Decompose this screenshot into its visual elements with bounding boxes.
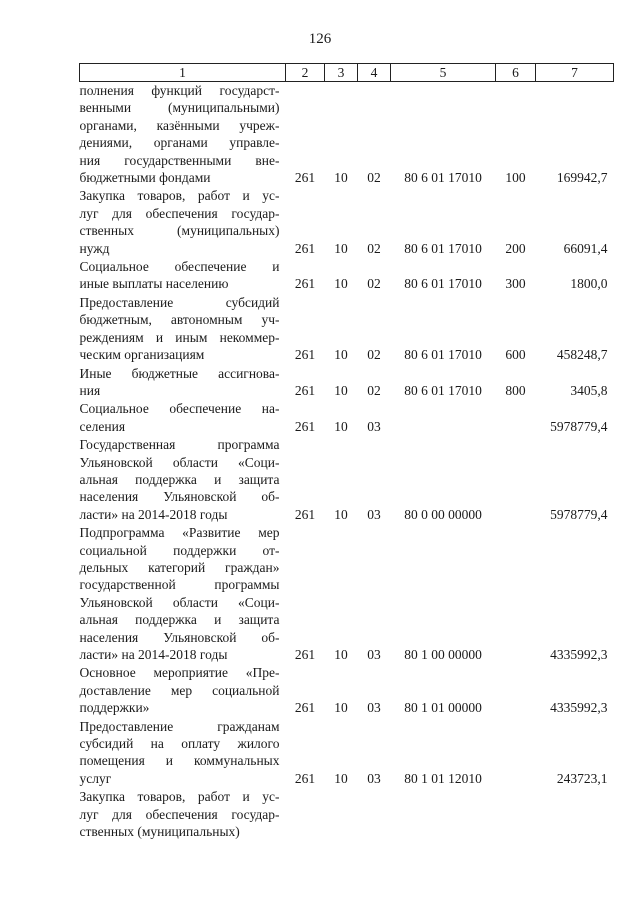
amount: 243723,1 xyxy=(556,770,608,786)
table-row xyxy=(80,258,614,294)
subsection-code: 02 xyxy=(367,382,381,398)
row-name-line: доставление мер социальной xyxy=(79,682,280,698)
row-name-line: ласти» на 2014-2018 годы xyxy=(79,506,228,522)
table-row xyxy=(80,788,614,841)
ministry-code: 261 xyxy=(294,506,316,522)
amount: 3405,8 xyxy=(570,382,608,398)
row-name-line: государственной программы xyxy=(79,577,280,593)
expense-type-code: 600 xyxy=(505,347,526,363)
row-name-line: Закупка товаров, работ и ус- xyxy=(79,188,280,204)
column-header-4: 4 xyxy=(358,64,391,82)
ministry-code: 261 xyxy=(294,240,316,256)
row-name-line: субсидий на оплату жилого xyxy=(79,736,280,752)
row-name xyxy=(80,436,286,524)
table-row xyxy=(80,524,614,664)
amount: 5978779,4 xyxy=(550,418,608,434)
target-article-code: 80 1 01 00000 xyxy=(404,700,482,716)
budget-table xyxy=(79,63,614,841)
row-name-line: ственных (муниципальных) xyxy=(79,223,280,239)
row-name xyxy=(80,82,286,188)
row-name-line: поддержки» xyxy=(79,700,150,716)
amount: 5978779,4 xyxy=(550,506,608,522)
subsection-code: 02 xyxy=(367,276,381,292)
target-article-code: 80 6 01 17010 xyxy=(404,347,482,363)
page-number: 126 xyxy=(308,31,332,47)
expense-type-code: 100 xyxy=(505,170,526,186)
row-name-line: луг для обеспечения государ- xyxy=(79,205,280,221)
row-name-line: органами, казёнными учреж- xyxy=(79,117,280,133)
row-name-line: селения xyxy=(79,418,126,434)
amount: 1800,0 xyxy=(570,276,608,292)
row-name-line: населения Ульяновской об- xyxy=(79,489,280,505)
expense-type-code xyxy=(496,524,536,664)
row-name-line: ласти» на 2014-2018 годы xyxy=(79,647,228,662)
expense-type-code: 800 xyxy=(505,382,526,398)
row-name-line: Предоставление субсидий xyxy=(79,294,280,310)
row-name-line: реждениям и иным некоммер- xyxy=(79,329,280,345)
amount: 458248,7 xyxy=(556,347,608,363)
amount: 4335992,3 xyxy=(550,647,608,662)
table-row xyxy=(80,82,614,188)
row-name xyxy=(80,718,286,789)
ministry-code: 261 xyxy=(294,647,316,662)
subsection-code: 02 xyxy=(367,240,381,256)
section-code: 10 xyxy=(334,418,348,434)
target-article-code: 80 6 01 17010 xyxy=(404,240,482,256)
ministry-code: 261 xyxy=(294,418,316,434)
expense-type-code xyxy=(496,788,536,841)
table-row xyxy=(80,718,614,789)
expense-type-code: 300 xyxy=(505,276,526,292)
subsection-code: 03 xyxy=(367,700,381,716)
row-name-line: луг для обеспечения государ- xyxy=(79,806,280,822)
target-article-code: 80 0 00 00000 xyxy=(404,506,482,522)
row-name-line: иные выплаты населению xyxy=(79,276,229,292)
table-header-row xyxy=(80,64,614,82)
column-header-3: 3 xyxy=(325,64,358,82)
target-article-code: 80 6 01 17010 xyxy=(404,170,482,186)
ministry-code: 261 xyxy=(294,700,316,716)
table-row xyxy=(80,187,614,258)
section-code: 10 xyxy=(334,276,348,292)
row-name-line: услуг xyxy=(79,770,112,786)
target-article-code xyxy=(391,788,496,841)
row-name xyxy=(80,187,286,258)
section-code: 10 xyxy=(334,700,348,716)
row-name-line: дельных категорий граждан» xyxy=(79,559,280,575)
row-name-line: Государственная программа xyxy=(79,437,280,453)
target-article-code: 80 6 01 17010 xyxy=(404,276,482,292)
column-header-5: 5 xyxy=(391,64,496,82)
expense-type-code xyxy=(496,718,536,789)
row-name-line: венными (муниципальными) xyxy=(79,100,280,116)
row-name-line: Подпрограмма «Развитие мер xyxy=(79,525,280,541)
expense-type-code xyxy=(496,400,536,436)
subsection-code: 03 xyxy=(367,770,381,786)
section-code: 10 xyxy=(334,506,348,522)
row-name xyxy=(80,400,286,436)
ministry-code: 261 xyxy=(294,276,316,292)
row-name-line: Иные бюджетные ассигнова- xyxy=(79,365,280,381)
row-name-line: дениями, органами управле- xyxy=(79,135,280,151)
row-name-line: Ульяновской области «Соци- xyxy=(79,454,280,470)
column-header-2: 2 xyxy=(286,64,325,82)
row-name xyxy=(80,524,286,664)
row-name-line: ственных (муниципальных) xyxy=(79,824,240,840)
row-name-line: альная поддержка и защита xyxy=(79,612,280,628)
row-name-line: помещения и коммунальных xyxy=(79,753,280,769)
subsection-code xyxy=(358,788,391,841)
ministry-code: 261 xyxy=(294,347,316,363)
row-name xyxy=(80,258,286,294)
section-code: 10 xyxy=(334,347,348,363)
row-name-line: альная поддержка и защита xyxy=(79,471,280,487)
row-name-line: Социальное обеспечение и xyxy=(79,259,280,275)
target-article-code: 80 1 00 00000 xyxy=(404,647,482,662)
table-row xyxy=(80,365,614,401)
row-name-line: ния xyxy=(79,382,101,398)
table-row xyxy=(80,664,614,717)
subsection-code: 03 xyxy=(367,506,381,522)
row-name-line: Социальное обеспечение на- xyxy=(79,401,280,417)
amount: 169942,7 xyxy=(556,170,608,186)
table-row xyxy=(80,436,614,524)
table-row xyxy=(80,400,614,436)
subsection-code: 03 xyxy=(367,418,381,434)
section-code xyxy=(325,788,358,841)
row-name-line: бюджетными фондами xyxy=(79,170,211,186)
subsection-code: 03 xyxy=(367,647,381,662)
table-body xyxy=(80,82,614,842)
ministry-code: 261 xyxy=(294,382,316,398)
row-name xyxy=(80,664,286,717)
row-name xyxy=(80,788,286,841)
ministry-code: 261 xyxy=(294,170,316,186)
expense-type-code: 200 xyxy=(505,240,526,256)
column-header-1: 1 xyxy=(80,64,286,82)
row-name-line: нужд xyxy=(79,240,110,256)
row-name-line: ния государственными вне- xyxy=(79,152,280,168)
row-name-line: Предоставление гражданам xyxy=(79,718,280,734)
row-name-line: бюджетным, автономным уч- xyxy=(79,312,280,328)
target-article-code xyxy=(391,400,496,436)
target-article-code: 80 6 01 17010 xyxy=(404,382,482,398)
row-name xyxy=(80,294,286,365)
expense-type-code xyxy=(496,664,536,717)
row-name-line: социальной поддержки от- xyxy=(79,542,280,558)
target-article-code: 80 1 01 12010 xyxy=(404,770,482,786)
subsection-code: 02 xyxy=(367,347,381,363)
row-name xyxy=(80,365,286,401)
table-row xyxy=(80,294,614,365)
section-code: 10 xyxy=(334,382,348,398)
ministry-code xyxy=(286,788,325,841)
row-name-line: Закупка товаров, работ и ус- xyxy=(79,789,280,805)
section-code: 10 xyxy=(334,240,348,256)
column-header-7: 7 xyxy=(536,64,614,82)
subsection-code: 02 xyxy=(367,170,381,186)
amount: 4335992,3 xyxy=(550,700,608,716)
row-name-line: Ульяновской области «Соци- xyxy=(79,594,280,610)
section-code: 10 xyxy=(334,170,348,186)
row-name-line: населения Ульяновской об- xyxy=(79,629,280,645)
column-header-6: 6 xyxy=(496,64,536,82)
amount xyxy=(536,788,614,841)
row-name-line: Основное мероприятие «Пре- xyxy=(79,665,280,681)
row-name-line: полнения функций государст- xyxy=(79,83,280,98)
amount: 66091,4 xyxy=(563,240,608,256)
expense-type-code xyxy=(496,436,536,524)
section-code: 10 xyxy=(334,647,348,662)
section-code: 10 xyxy=(334,770,348,786)
row-name-line: ческим организациям xyxy=(79,347,205,363)
ministry-code: 261 xyxy=(294,770,316,786)
